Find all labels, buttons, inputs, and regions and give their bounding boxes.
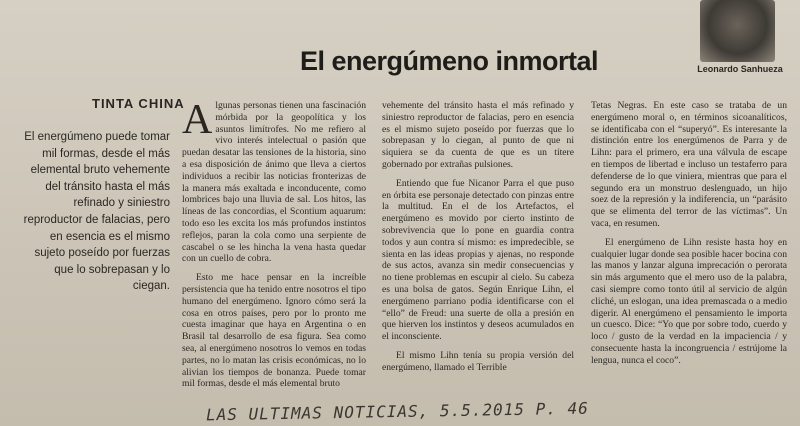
drop-cap: A (182, 97, 213, 143)
section-label: TINTA CHINA (92, 96, 185, 111)
article-headline: El energúmeno inmortal (300, 46, 599, 76)
article-intro: El energúmeno puede tomar mil formas, desde el más elemental bruto vehemente del tránsito hasta el más refinado y siniestro reproductor de falacias, pero en esencia es el mismo sujeto poseído por fuerzas que lo sobrepasan y lo ciegan. (23, 131, 170, 293)
article-column-1 (182, 97, 366, 390)
article-column-3 (591, 100, 787, 367)
col3-paragraph-1: Tetas Negras. En este caso se trataba de un energúmeno moral o, en términos sicoanalíticos, se identificaba con el “superyó”. Es interesante la distinción entre los energúmenos de Parra y de Lihn: para el primero, era una válvula de escape en tiempos de libertad e incluso un testaferro para defenderse de lo que viniera, mientras que para el segundo era un monstruo deslenguado, un hijo soez de la represión y la indiferencia, un “parásito que se elimenta del terror de las víctimas”. Un vaca, en resumen. (591, 100, 787, 229)
col3-paragraph-2: El energúmeno de Lihn resiste hasta hoy en cualquier lugar donde sea posible hacer bocina con las manos y lanzar alguna imprecación o perorata sin más argumento que el mero uso de la palabra, casi siempre como tonto útil al servicio de algún cliché, un eslogan, una idea premascada o a medio digerir. Al energúmeno el pensamiento le importa un cuesco. Dice: “Yo que por sobre todo, cuerdo y loco / gusto de la verdad en la impaciencia / y consecuente hasta la incongruencia / estrújome la lengua, nunca el coco”. (591, 236, 787, 366)
author-byline: Leonardo Sanhueza (697, 64, 783, 74)
author-photo (700, 0, 775, 62)
handwritten-source-note: LAS ULTIMAS NOTICIAS, 5.5.2015 P. 46 (205, 398, 589, 425)
col2-paragraph-1: vehemente del tránsito hasta el más refinado y siniestro reproductor de falacias, pero en esencia es el mismo sujeto poseído por fuerzas que lo sobrepasan y lo ciegan, al punto de que ni siquiera se da cuenta de que es un títere gobernado por extrañas pulsiones. (382, 100, 574, 170)
col1-paragraph-2: Esto me hace pensar en la increíble persistencia que ha tenido entre nosotros el tipo humano del energúmeno. Ignoro cómo será la cosa en otros países, pero por lo pronto me cuesta imaginar que haya en Argentina o en Brasil tal desarrollo de esa figura. Sea como sea, al energúmeno nosotros lo vemos en todas partes, no lo matan las crisis económicas, no lo alivian los tiempos de bonanza. Puede tomar mil formas, desde el más elemental bruto (182, 272, 366, 390)
article-column-2 (382, 100, 574, 374)
col2-paragraph-3: El mismo Lihn tenía su propia versión del energúmeno, llamado el Terrible (382, 349, 574, 373)
col2-paragraph-2: Entiendo que fue Nicanor Parra el que puso en órbita ese personaje detectado con pinzas entre la multitud. En el de los Artefactos, el energúmeno es movido por cierto instinto de sobrevivencia que lo pone en guardia contra todos y aun contra sí mismo: es impredecible, se sienta en las ideas propias y ajenas, no responde de sus actos, avanza sin medir consecuencias y no tiene problemas en escupir al cielo. Su cabeza es una bolsa de gatos. Según Enrique Lihn, el energúmeno parriano podía identificarse con el “ello” de Freud: una suerte de olla a presión en que hierven los instintos y deseos acumulados en el inconsciente. (382, 177, 574, 343)
col1-paragraph-1: lgunas personas tienen una fascinación mórbida por la geopolítica y los asuntos limítrofes. No me refiero al vivo interés intelectual o pasión que puedan desatar las tensiones de la historia, sino a esa disposición de ánimo que lleva a ciertos individuos a recibir las noticias fronterizas de la manera más exaltada e inconducente, como lombrices bajo una lluvia de sal. Los hitos, las líneas de las concordias, el Scontium aquarum: todo eso les excita los más profundos instintos reflejos, paran la cola como una serpiente de cascabel o se les hincha la vena hasta quedar con un cuello de cobra. (182, 100, 366, 265)
